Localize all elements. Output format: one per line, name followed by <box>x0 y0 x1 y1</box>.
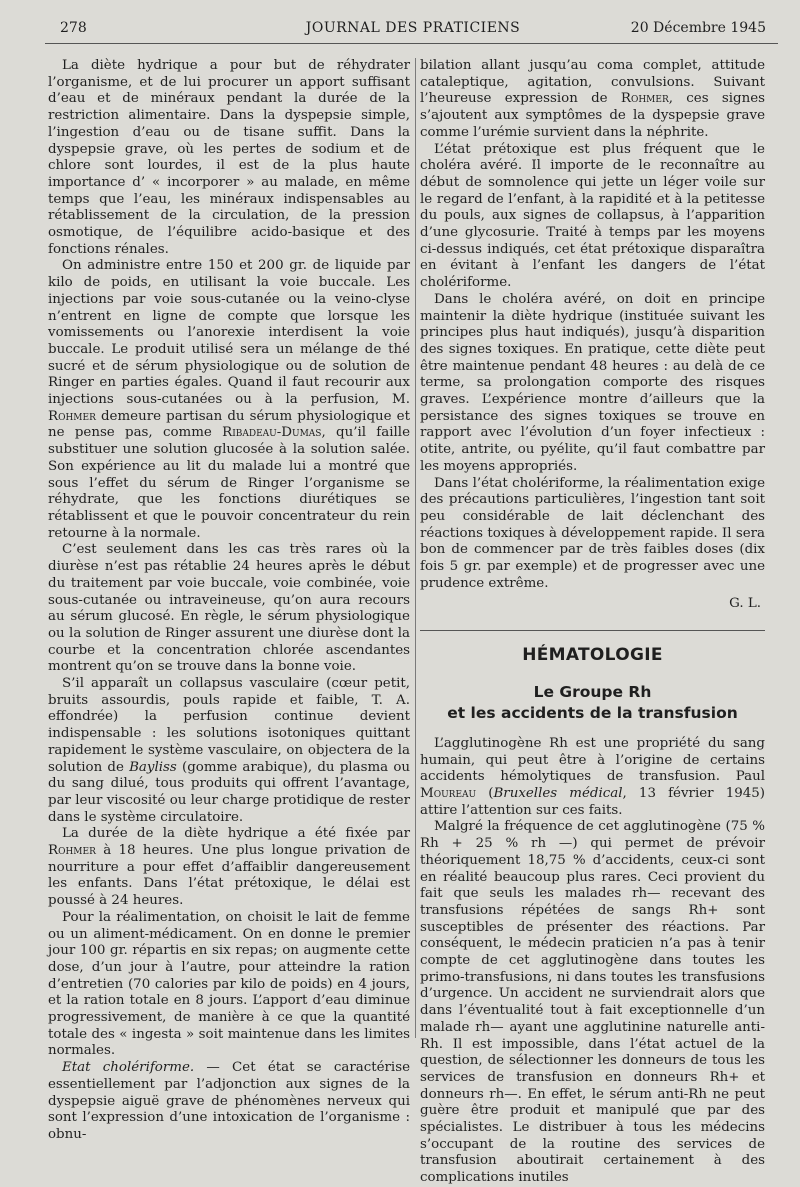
paragraph: On administre entre 150 et 200 gr. de liquide par kilo de poids, en utilisant la voie buccale. Les injections par voie sous-cutanée ou la veino-clyse n’entrent en ligne de compte que lorsque les vomissements ou l’anorexie interdisent la voie buccale. Le produit utilisé sera un mélange de thé sucré et de sérum physiologique ou de solution de Ringer en parties égales. Quand il faut recourir aux injections sous-cutanées ou à la perfusion, M. Rohmer demeure partisan du sérum physiologique et ne pense pas, comme Ribadeau-Dumas, qu’il faille substituer une solution glucosée à la solution salée. Son expérience au lit du malade lui a montré que sous l’effet du sérum de Ringer l’organisme se réhydrate, que les fonctions diurétiques se rétablissent et que le pouvoir concentrateur du rein retourne à la normale. <box>48 258 410 541</box>
paragraph: Malgré la fréquence de cet agglutinogène (75 % Rh + 25 % rh —) qui permet de prévoir théoriquement 18,75 % d’accidents, ceux-ci sont en réalité beaucoup plus rares. Ceci provient du fait que seuls les malades rh— recevant des transfusions répétées de sangs Rh+ sont susceptibles de présenter des réactions. Par conséquent, le médecin praticien n’a pas à tenir compte de cet agglutinogène dans toutes les primo-transfusions, ni dans toutes les transfusions d’urgence. Un accident ne surviendrait alors que dans l’éventualité tout à fait exceptionnelle d’un malade rh— ayant une agglutinine naturelle anti-Rh. Il est impossible, dans l’état actuel de la question, de sélectionner les donneurs de tous les services de transfusion en donneurs Rh+ et donneurs rh—. En effet, le sérum anti-Rh ne peut guère être produit et manipulé que par des spécialistes. Le distribuer à tous les médecins s’occupant de la routine des services de transfusion aboutirait certainement à des complications inutiles <box>420 819 765 1186</box>
subheading: Etat cholériforme. <box>62 1060 195 1076</box>
author-name: Moureau <box>420 786 477 802</box>
paragraph: L’agglutinogène Rh est une propriété du sang humain, qui peut être à l’origine de certains accidents hémolytiques de transfusion. Paul Moureau (Bruxelles médical, 13 février 1945) attire l’attention sur ces faits. <box>420 735 765 818</box>
paragraph: bilation allant jusqu’au coma complet, attitude cataleptique, agitation, convulsions. Suivant l’heureuse expression de Rohmer, ces signes s’ajoutent aux symptômes de la dyspepsie grave comme l’urémie survient dans la néphrite. <box>420 58 765 140</box>
emphasis: Bayliss <box>129 759 177 775</box>
section-heading: HÉMATOLOGIE <box>522 645 663 666</box>
author-name: Rohmer <box>620 91 669 107</box>
right-column <box>420 58 765 1187</box>
article-title: Le Groupe Rh et les accidents de la transfusion <box>447 682 738 722</box>
header-rule <box>45 43 778 44</box>
author-name: Rohmer <box>48 843 96 859</box>
paragraph: La diète hydrique a pour but de réhydrater l’organisme, et de lui procurer un apport suffisant d’eau et de minéraux pendant la durée de la restriction alimentaire. Dans la dyspepsie simple, l’ingestion d’eau ou de tisane suffit. Dans la dyspepsie grave, où les pertes de sodium et de chlore sont lourdes, il est de la plus haute importance d’ « incorporer » au malade, en même temps que l’eau, les minéraux indispensables au rétablissement de la circulation, de la pression osmotique, de l’équilibre acido-basique et des fonctions rénales. <box>48 58 410 257</box>
author-name: Rohmer <box>48 408 96 424</box>
left-column <box>48 58 410 1144</box>
citation-source: Bruxelles médical <box>493 786 623 802</box>
paragraph: Pour la réalimentation, on choisit le lait de femme ou un aliment-médicament. On en donne le premier jour 100 gr. répartis en six repas; on augmente cette dose, d’un jour à l’autre, pour atteindre la ration d’entretien (70 calories par kilo de poids) en 4 jours, et la ration totale en 8 jours. L’apport d’eau diminue progressivement, de manière à ce que la quantité totale des « ingesta » soit maintenue dans les limites normales. <box>48 909 410 1059</box>
column-divider <box>415 58 416 1038</box>
issue-date: 20 Décembre 1945 <box>630 20 766 36</box>
paragraph: L’état prétoxique est plus fréquent que le choléra avéré. Il importe de le reconnaître au début de somnolence qui jette un léger voile sur le regard de l’enfant, à la rapidité et à la petitesse du pouls, aux signes de collapsus, à l’apparition d’une glycosurie. Traité à temps par les moyens ci-dessus indiqués, cet état prétoxique disparaîtra en évitant à l’enfant les dangers de l’état cholériforme. <box>420 141 765 291</box>
signature: G. L. <box>729 595 761 611</box>
section-divider <box>420 630 765 631</box>
paragraph: Dans l’état cholériforme, la réalimentation exige des précautions particulières, l’ingestion tant soit peu considérable de lait déclenchant des réactions toxiques à développement rapide. Il sera bon de commencer par de très faibles doses (dix fois 5 gr. par exemple) et de progresser avec une prudence extrême. <box>420 475 765 591</box>
paragraph: Dans le choléra avéré, on doit en principe maintenir la diète hydrique (instituée suivant les principes plus haut indiqués), jusqu’à disparition des signes toxiques. En pratique, cette diète peut être maintenue pendant 48 heures : au delà de ce terme, sa prolongation comporte des risques graves. L’expérience montre d’ailleurs que la persistance des signes toxiques se trouve en rapport avec l’évolution d’un foyer infectieux : otite, antrite, ou pyélite, qu’il faut combattre par les moyens appropriés. <box>420 291 765 474</box>
paragraph: La durée de la diète hydrique a été fixée par Rohmer à 18 heures. Une plus longue privation de nourriture a pour effet d’affaiblir dangereusement les enfants. Dans l’état prétoxique, le délai est poussé à 24 heures. <box>48 826 410 909</box>
journal-title: JOURNAL DES PRATICIENS <box>305 20 521 36</box>
paragraph: Etat cholériforme. — Cet état se caractérise essentiellement par l’adjonction aux signes de la dyspepsie aiguë grave de phénomènes nerveux qui sont l’expression d’une intoxication de l’organisme : obnu- <box>48 1060 410 1142</box>
page-number: 278 <box>60 20 87 36</box>
running-header <box>60 17 766 41</box>
author-name: Ribadeau-Dumas <box>222 425 322 441</box>
paragraph: C’est seulement dans les cas très rares où la diurèse n’est pas rétablie 24 heures après le début du traitement par voie buccale, voie combinée, voie sous-cutanée ou intraveineuse, qu’on aura recours au sérum glucosé. En règle, le sérum physiologique ou la solution de Ringer assurent une diurèse dont la courbe et la concentration chlorée ascendantes montrent qu’on se trouve dans la bonne voie. <box>48 542 410 675</box>
paragraph: S’il apparaît un collapsus vasculaire (cœur petit, bruits assourdis, pouls rapide et faible, T. A. effondrée) la perfusion continue devient indispensable : les solutions isotoniques quittant rapidement le système vasculaire, on objectera de la solution de Bayliss (gomme arabique), du plasma ou du sang dilué, tous produits qui offrent l’avantage, par leur viscosité ou leur charge protidique de rester dans le système circulatoire. <box>48 676 411 825</box>
